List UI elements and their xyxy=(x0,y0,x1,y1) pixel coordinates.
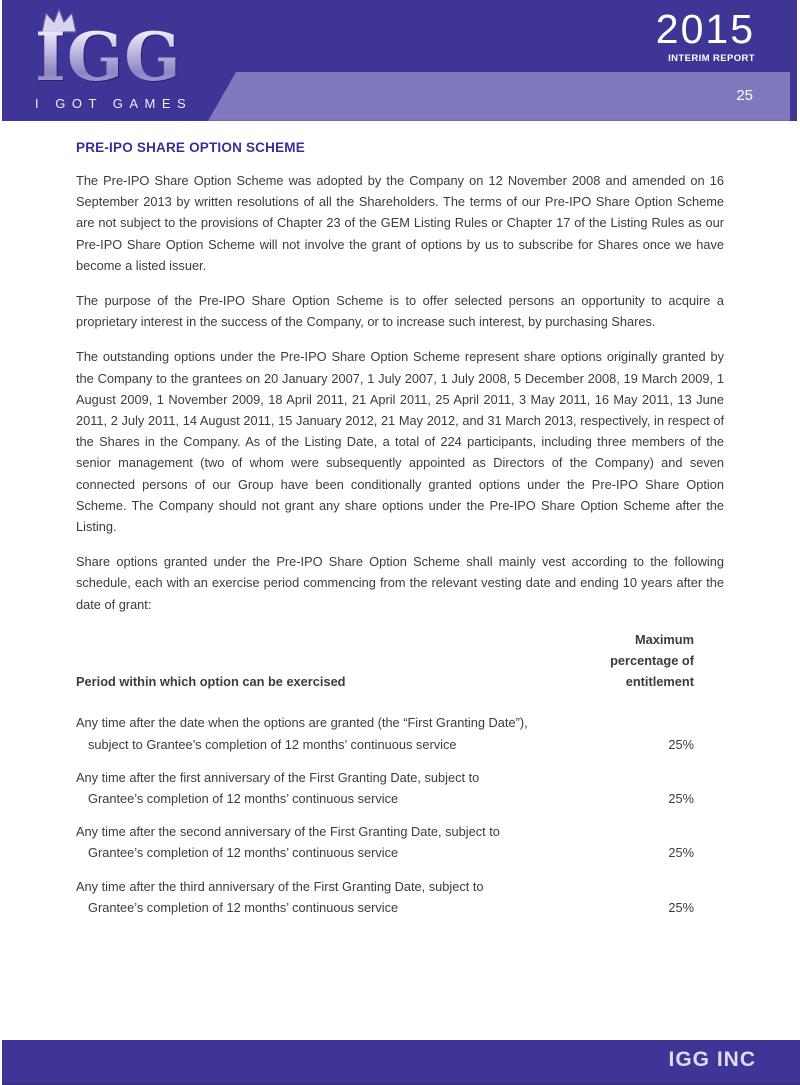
row-description-line1: Any time after the first anniversary of the First Granting Date, subject to xyxy=(76,769,480,785)
row-description xyxy=(76,712,528,754)
paragraph-purpose: The purpose of the Pre-IPO Share Option Scheme is to offer selected persons an opportunity to acquire a proprietary interest in the success of the Company, or to increase such interest, by purchasing Shares. xyxy=(76,293,724,330)
paragraph-outstanding-options: The outstanding options under the Pre-IPO Share Option Scheme represent share options originally granted by the Company to the grantees on 20 January 2007, 1 July 2007, 1 July 2008, 5 December 2008, 19 March 2009, 1 August 2009, 1 November 2009, 18 April 2011, 21 April 2011, 25 April 2011, 3 May 2011, 16 May 2011, 13 June 2011, 2 July 2011, 14 August 2011, 15 January 2012, 21 May 2012, and 31 March 2013, respectively, in respect of the Shares in the Company. As of the Listing Date, a total of 224 participants, including three members of the senior management (two of whom were subsequently appointed as Directors of the Company) and seven connected persons of our Group have been conditionally granted options under the Pre-IPO Share Option Scheme. The Company should not grant any share options under the Pre-IPO Share Option Scheme after the Listing. xyxy=(76,349,724,535)
table-row xyxy=(76,876,724,918)
row-description-line1: Any time after the date when the options are granted (the “First Granting Date”), xyxy=(76,715,528,731)
row-description-line2: Grantee’s completion of 12 months’ continuous service xyxy=(88,845,399,861)
row-value: 25% xyxy=(668,736,694,752)
report-year: 2015 xyxy=(655,6,755,52)
row-description xyxy=(76,821,500,863)
row-description-line1: Any time after the second anniversary of the First Granting Date, subject to xyxy=(76,824,500,840)
row-description-line2: Grantee’s completion of 12 months’ continuous service xyxy=(88,791,399,807)
row-description-line1: Any time after the third anniversary of the First Granting Date, subject to xyxy=(76,878,484,894)
page-number: 25 xyxy=(736,87,753,104)
row-description xyxy=(76,876,484,918)
company-name: IGG INC xyxy=(668,1048,756,1071)
row-value: 25% xyxy=(668,791,694,807)
row-description-line2: subject to Grantee’s completion of 12 months’ continuous service xyxy=(88,736,457,752)
logo-wordmark: IGG xyxy=(35,22,215,92)
igg-logo xyxy=(35,6,215,111)
row-description xyxy=(76,767,479,809)
table-header-right-line: entitlement xyxy=(625,674,694,690)
row-value: 25% xyxy=(668,845,694,861)
table-header-right-line: percentage of xyxy=(610,653,694,669)
page-footer xyxy=(2,1040,800,1085)
document-body xyxy=(76,140,724,930)
row-description-line2: Grantee’s completion of 12 months’ continuous service xyxy=(88,899,399,915)
page-header xyxy=(2,0,797,121)
paragraph-adoption: The Pre-IPO Share Option Scheme was adopted by the Company on 12 November 2008 and amended on 16 September 2013 by written resolutions of all the Shareholders. The terms of our Pre-IPO Share Option Scheme are not subject to the provisions of Chapter 23 of the GEM Listing Rules or Chapter 17 of the Listing Rules as our Pre-IPO Share Option Scheme will not involve the grant of options by us to subscribe for Shares once we have become a listed issuer. xyxy=(76,173,724,273)
table-row xyxy=(76,767,724,809)
row-value: 25% xyxy=(668,899,694,915)
table-header xyxy=(76,629,724,693)
table-header-left: Period within which option can be exercised xyxy=(76,674,346,690)
logo-tagline: I GOT GAMES xyxy=(35,96,193,111)
table-header-right-line: Maximum xyxy=(634,631,694,647)
section-heading: PRE-IPO SHARE OPTION SCHEME xyxy=(76,140,305,155)
vesting-table xyxy=(76,629,724,918)
table-row xyxy=(76,712,724,754)
paragraph-vesting-intro: Share options granted under the Pre-IPO Share Option Scheme shall mainly vest according to the following schedule, each with an exercise period commencing from the relevant vesting date and ending 10 years after the date of grant: xyxy=(76,554,724,612)
report-type-label: INTERIM REPORT xyxy=(668,53,755,64)
table-row xyxy=(76,821,724,863)
